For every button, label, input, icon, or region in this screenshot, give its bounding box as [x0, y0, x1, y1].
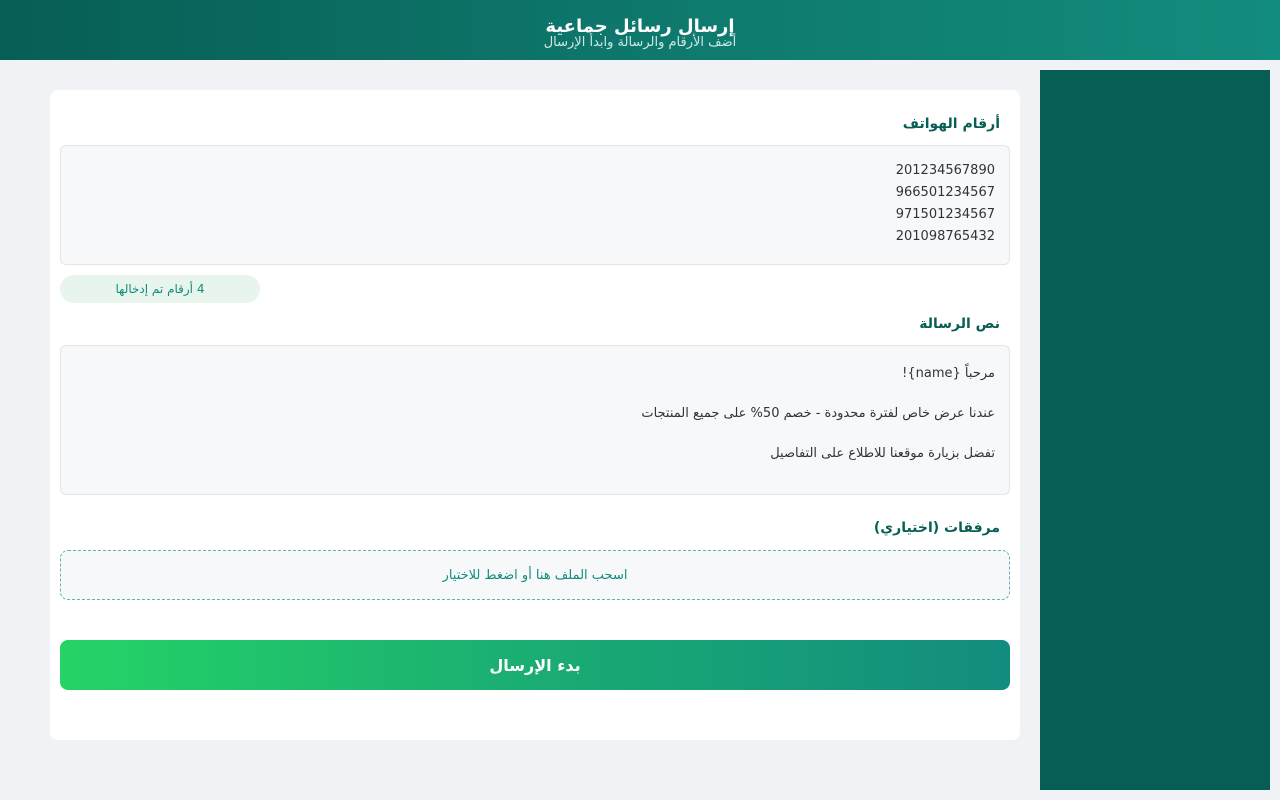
sidebar-panel [1040, 70, 1270, 790]
phone-count-badge: 4 أرقام تم إدخالها [60, 275, 260, 303]
message-line: مرحباً {name}! [902, 366, 995, 381]
phone-number: 201098765432 [895, 229, 995, 244]
page-subtitle: أضف الأرقام والرسالة وابدأ الإرسال [543, 35, 737, 50]
bulk-send-form [50, 90, 1020, 740]
phone-number: 966501234567 [895, 185, 995, 200]
message-line: تفضل بزيارة موقعنا للاطلاع على التفاصيل [770, 446, 995, 461]
page-title: إرسال رسائل جماعية [545, 16, 735, 37]
message-label: نص الرسالة [919, 316, 1000, 332]
message-textarea[interactable] [60, 345, 1010, 495]
phone-number: 201234567890 [895, 163, 995, 178]
attachments-label: مرفقات (اختياري) [873, 520, 1000, 536]
attachment-dropzone[interactable] [60, 550, 1010, 600]
start-sending-button[interactable]: بدء الإرسال [60, 640, 1010, 690]
phones-label: أرقام الهواتف [902, 116, 1000, 132]
phone-number: 971501234567 [895, 207, 995, 222]
top-header [0, 0, 1280, 60]
message-line: عندنا عرض خاص لفترة محدودة - خصم 50% على جميع المنتجات [641, 406, 995, 421]
phones-textarea[interactable] [60, 145, 1010, 265]
dropzone-text: اسحب الملف هنا أو اضغط للاختيار [442, 567, 628, 583]
